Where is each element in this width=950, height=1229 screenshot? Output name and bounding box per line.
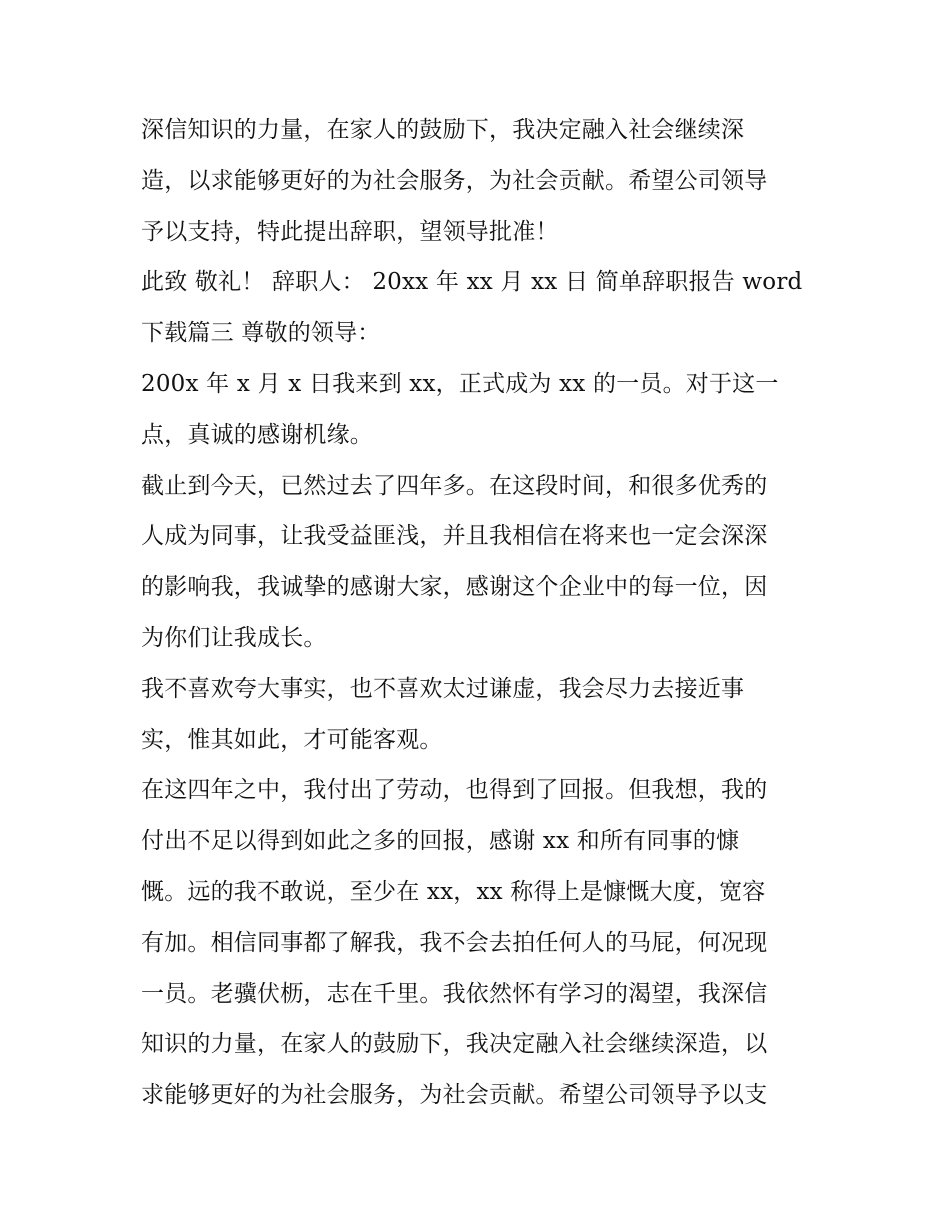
text-line: 求能够更好的为社会服务，为社会贡献。希望公司领导予以支 — [141, 1082, 768, 1109]
text-line: 人成为同事，让我受益匪浅，并且我相信在将来也一定会深深 — [141, 523, 768, 550]
text-line: 在这四年之中，我付出了劳动，也得到了回报。但我想，我的 — [141, 777, 768, 804]
text-line: 的影响我，我诚挚的感谢大家，感谢这个企业中的每一位，因 — [141, 574, 768, 601]
text-line: 慨。远的我不敢说，至少在 xx，xx 称得上是慷慨大度，宽容 — [141, 878, 766, 905]
text-line: 下载篇三 尊敬的领导： — [141, 320, 381, 347]
text-line: 深信知识的力量，在家人的鼓励下，我决定融入社会继续深 — [141, 117, 745, 143]
text-line: 予以支持，特此提出辞职，望领导批准！ — [141, 218, 559, 245]
text-line: 200x 年 x 月 x 日我来到 xx，正式成为 xx 的一员。对于这一 — [141, 370, 779, 397]
text-line: 截止到今天，已然过去了四年多。在这段时间，和很多优秀的 — [141, 472, 768, 499]
document-body — [141, 105, 821, 1121]
text-line: 造，以求能够更好的为社会服务，为社会贡献。希望公司领导 — [141, 167, 768, 194]
text-line: 点，真诚的感谢机缘。 — [141, 421, 373, 448]
text-line: 为你们让我成长。 — [141, 624, 327, 651]
text-line: 有加。相信同事都了解我，我不会去拍任何人的马屁，何况现 — [141, 929, 768, 956]
text-line: 此致 敬礼！ 辞职人： 20xx 年 xx 月 xx 日 简单辞职报告 word — [141, 269, 803, 296]
text-line: 实，惟其如此，才可能客观。 — [141, 726, 443, 753]
text-line: 我不喜欢夸大事实，也不喜欢太过谦虚，我会尽力去接近事 — [141, 675, 745, 702]
text-line: 知识的力量，在家人的鼓励下，我决定融入社会继续深造，以 — [141, 1031, 768, 1058]
text-line: 一员。老骥伏枥，志在千里。我依然怀有学习的渴望，我深信 — [141, 980, 768, 1007]
text-line: 付出不足以得到如此之多的回报，感谢 xx 和所有同事的慷 — [141, 828, 740, 855]
